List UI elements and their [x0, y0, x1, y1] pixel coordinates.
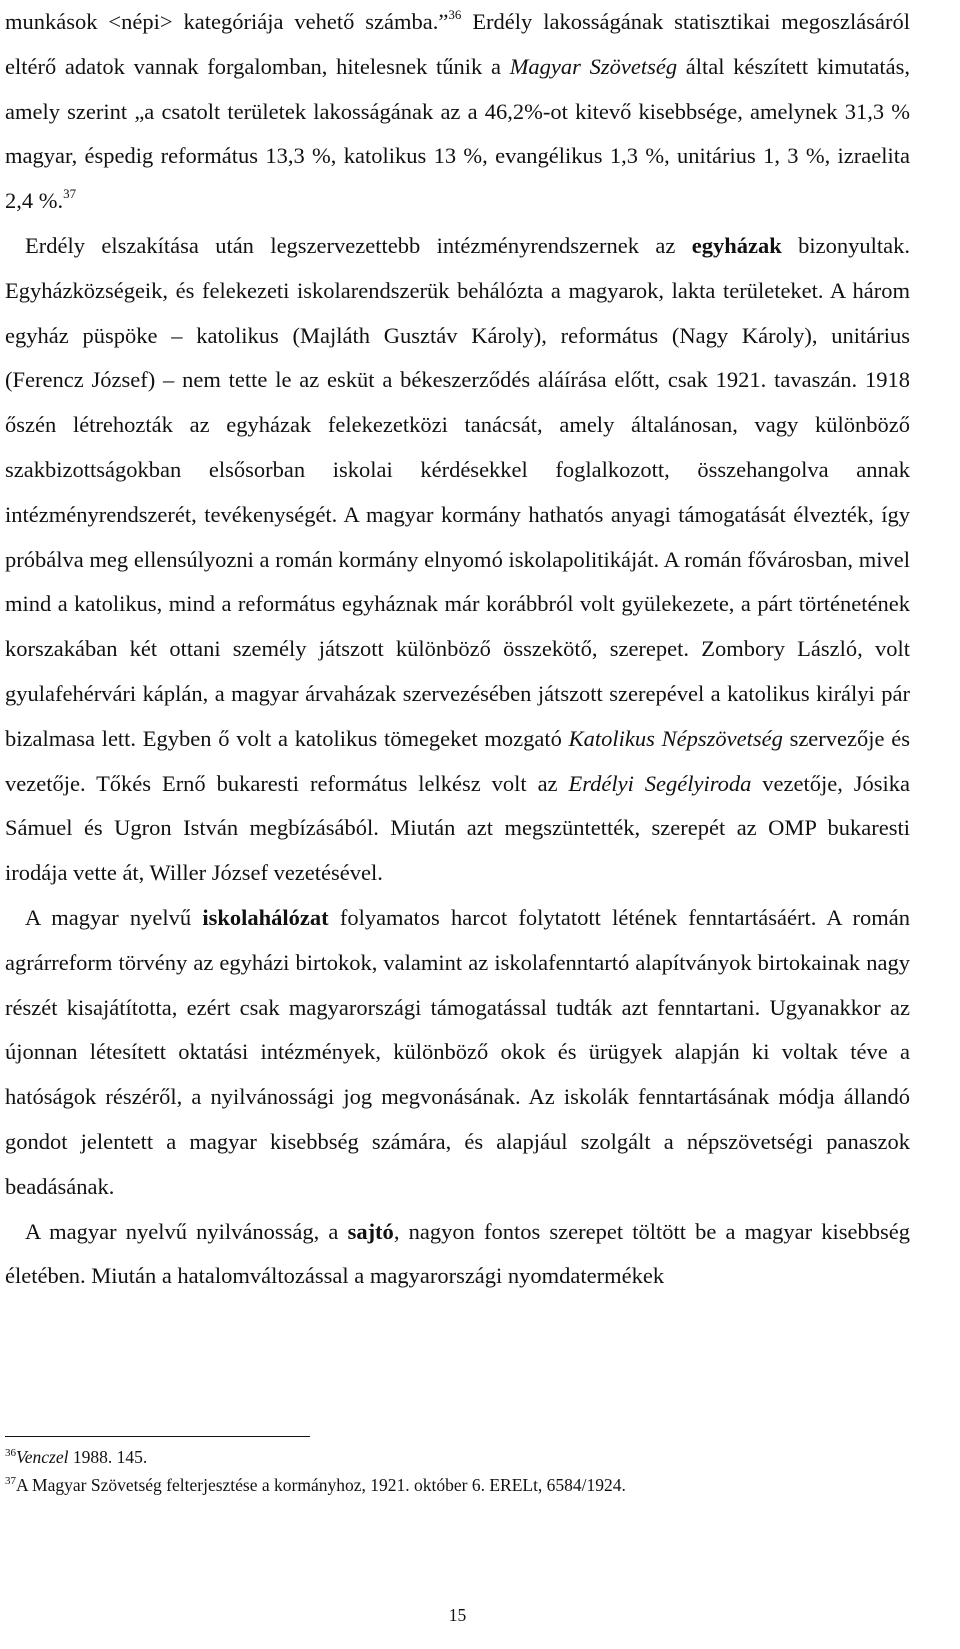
footnote-37 [5, 1471, 910, 1499]
italic-term-magyar-szovetseg: Magyar Szövetség [509, 53, 678, 79]
bold-term-sajto: sajtó [347, 1218, 394, 1244]
footnote-reference-36[interactable]: 36 [448, 7, 462, 22]
text-run: által készített kimutatás, amely szerint „a csatolt területek lakosságának az a 46,2%-ot kitevő kisebbsége, amelynek 31,3 % magyar, éspedig református 13,3 %, katolikus 13 %, evangélikus 1,3 %, unitárius 1, 3 %, izraelita 2,4 %. [5, 53, 910, 214]
footnote-reference-37[interactable]: 37 [63, 186, 77, 202]
bold-term-iskolahalozat: iskolahálózat [202, 904, 329, 930]
page-number: 15 [448, 1605, 467, 1625]
paragraph-4 [5, 1210, 910, 1300]
text-run: bizonyultak. Egyházközségeik, és felekezeti iskolarendszerük behálózta a magyarok, lakta területeket. A három egyház püspöke – katolikus (Majláth Gusztáv Károly), református (Nagy Károly), unitárius (Ferencz József) – nem tette le az esküt a békeszerződés aláírása előtt, csak 1921. tavaszán. 1918 őszén létrehozták az egyházak felekezetközi tanácsát, amely általánosan, vagy különböző szakbizottságokban elsősorban iskolai kérdésekkel foglalkozott, összehangolva annak intézményrendszerét, tevékenységét. A magyar kormány hathatós anyagi támogatását élvezték, így próbálva meg ellensúlyozni a román kormány elnyomó iskolapolitikáját. A román fővárosban, mivel mind a katolikus, mind a református egyháznak már korábbról volt gyülekezete, a párt történetének korszakában két ottani személy játszott különböző összekötő, szerepet. Zombory László, volt gyulafehérvári káplán, a magyar árvaházak szervezésében játszott szerepével a katolikus királyi pár bizalmasa lett. Egyben ő volt a katolikus tömegeket mozgató [5, 232, 910, 751]
paragraph-2 [5, 224, 910, 896]
bold-term-egyhazak: egyházak [691, 232, 782, 258]
footnote-text: A Magyar Szövetség felterjesztése a kormányhoz, 1921. október 6. ERELt, 6584/1924. [16, 1475, 626, 1495]
footnote-separator [5, 1436, 310, 1437]
text-run: , nagyon fontos szerepet töltött be a magyar kisebbség életében. Miután a hatalomváltozással a magyarországi nyomdatermékek [5, 1218, 910, 1289]
text-run: folyamatos harcot folytatott létének fenntartásáért. A román agrárreform törvény az egyházi birtokok, valamint az iskolafenntartó alapítványok birtokainak nagy részét kisajátította, ezért csak magyarországi támogatással tudták azt fenntartani. Ugyanakkor az újonnan létesített oktatási intézmények, különböző okok és ürügyek alapján ki voltak téve a hatóságok részéről, a nyilvánossági jog megvonásának. Az iskolák fenntartásának módja állandó gondot jelentett a magyar kisebbség számára, és alapjául szolgált a népszövetségi panaszok beadásának. [5, 904, 911, 1199]
italic-term-erdelyi-segelyiroda: Erdélyi Segélyiroda [568, 770, 752, 796]
paragraph-3 [5, 896, 910, 1210]
footnote-text: 1988. 145. [68, 1447, 148, 1467]
footnotes [5, 1443, 910, 1499]
text-run: szervezője és vezetője. Tőkés Ernő bukaresti református lelkész volt az [5, 725, 910, 796]
footnote-number: 37 [5, 1475, 16, 1487]
footnote-number: 36 [5, 1447, 16, 1459]
italic-term-katolikus-nepszovetseg: Katolikus Népszövetség [568, 725, 783, 751]
paragraph-1 [5, 0, 910, 224]
text-run: Erdély elszakítása után legszervezettebb intézményrendszernek az [25, 232, 692, 258]
text-run: A magyar nyelvű nyilvánosság, a [25, 1218, 348, 1244]
footnote-author: Venczel [16, 1447, 69, 1467]
text-run: vezetője, Jósika Sámuel és Ugron István megbízásából. Miután azt megszüntették, szerepét az OMP bukaresti irodája vette át, Willer József vezetésével. [5, 770, 910, 886]
text-run: munkások <népi> kategóriája vehető számba.” [5, 9, 449, 34]
footnote-36 [5, 1443, 910, 1471]
body-text [5, 0, 910, 1299]
text-run: Erdély lakosságának statisztikai megoszlásáról eltérő adatok vannak forgalomban, hitelesnek tűnik a [5, 9, 911, 79]
text-run: A magyar nyelvű [25, 904, 203, 930]
